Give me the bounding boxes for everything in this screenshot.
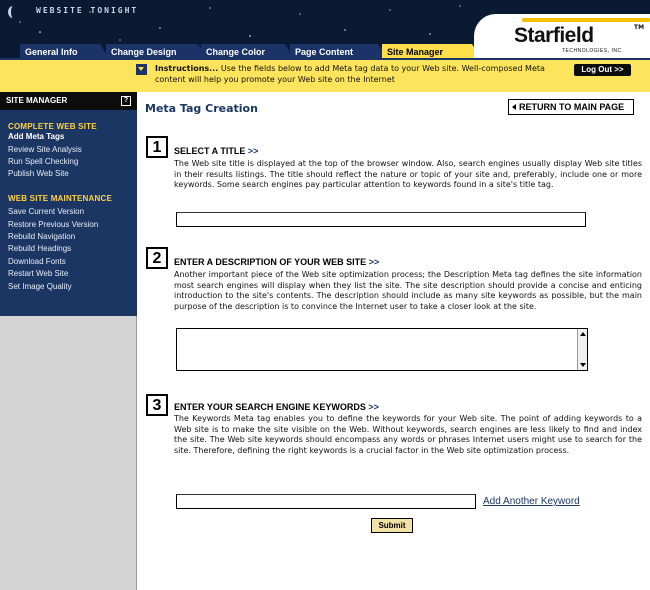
sidebar-item-publish-web-site[interactable]: Publish Web Site: [8, 169, 69, 178]
tab-page-content[interactable]: Page Content: [290, 44, 378, 60]
textarea-scrollbar[interactable]: [577, 329, 587, 370]
sidebar-item-restore-previous-version[interactable]: Restore Previous Version: [8, 220, 99, 229]
step-2-title: [174, 257, 379, 267]
help-icon[interactable]: ?: [121, 96, 131, 106]
sidebar-item-save-current-version[interactable]: Save Current Version: [8, 207, 85, 216]
scroll-down-icon[interactable]: [580, 363, 586, 367]
step-2-title-text: ENTER A DESCRIPTION OF YOUR WEB SITE: [174, 257, 367, 267]
instructions-text: Use the fields below to add Meta tag data to your Web site. Well-composed Meta content will help you promote your Web site on the Internet: [155, 64, 545, 84]
sidebar-section-maintenance: WEB SITE MAINTENANCE: [8, 194, 112, 203]
step-1-title: [174, 146, 258, 156]
brand-swoosh: [522, 18, 650, 22]
step-3-arrow: >>: [368, 402, 379, 412]
sidebar-item-rebuild-headings[interactable]: Rebuild Headings: [8, 244, 72, 253]
step-2-arrow: >>: [368, 257, 380, 267]
site-logo-text: WEBSITE TONIGHT: [36, 6, 139, 15]
sidebar-item-run-spell-checking[interactable]: Run Spell Checking: [8, 157, 79, 166]
sidebar-title: SITE MANAGER: [6, 96, 68, 105]
tab-change-design[interactable]: Change Design: [106, 44, 198, 60]
step-3-title: [174, 402, 379, 412]
add-another-keyword-link[interactable]: Add Another Keyword: [483, 496, 580, 507]
step-3-description: The Keywords Meta tag enables you to define the keywords for your Web site. The point of adding keywords to a Web site is to make the site visible on the Web. Without keywords, search engines are less likely to find and index the site. The Web site keywords should encompass any words or phrases Internet users might use to search for the site. Therefore, defining the right keywords is a crucial factor in the Web site optimization process.: [174, 414, 642, 455]
keyword-input[interactable]: [176, 494, 476, 509]
step-1-title-text: SELECT A TITLE: [174, 146, 246, 156]
collapse-arrow-icon[interactable]: [136, 64, 147, 75]
sidebar-item-restart-web-site[interactable]: Restart Web Site: [8, 269, 69, 278]
brand-name: Starfield: [514, 24, 594, 47]
title-input[interactable]: [176, 212, 586, 227]
sidebar-section-complete: COMPLETE WEB SITE: [8, 122, 97, 131]
tab-general-info[interactable]: General Info: [20, 44, 100, 60]
sidebar: [0, 92, 137, 590]
tab-site-manager[interactable]: Site Manager: [382, 44, 472, 60]
step-1-description: The Web site title is displayed at the top of the browser window. Also, search engines usually display Web site titles in their results listings. The title should reflect the nature or topic of your site and, preferably, include one or more keywords. Some search engines pay particular attention to keywords found in a site's title tag.: [174, 159, 642, 189]
page-title: Meta Tag Creation: [145, 102, 258, 115]
brand-tm: TM: [634, 24, 645, 31]
main-content: [138, 92, 650, 590]
step-3-title-text: ENTER YOUR SEARCH ENGINE KEYWORDS: [174, 402, 366, 412]
sidebar-item-add-meta-tags[interactable]: Add Meta Tags: [8, 132, 65, 141]
sidebar-item-rebuild-navigation[interactable]: Rebuild Navigation: [8, 232, 76, 241]
submit-button[interactable]: Submit: [371, 518, 413, 533]
sidebar-item-set-image-quality[interactable]: Set Image Quality: [8, 282, 72, 291]
sidebar-header: [0, 92, 137, 110]
instructions: [155, 63, 565, 85]
website-tonight-logo: [6, 6, 158, 20]
starfield-brand: [474, 14, 650, 60]
sidebar-item-review-site-analysis[interactable]: Review Site Analysis: [8, 145, 82, 154]
logout-button[interactable]: Log Out >>: [574, 64, 631, 76]
sidebar-item-download-fonts[interactable]: Download Fonts: [8, 257, 66, 266]
scroll-up-icon[interactable]: [580, 332, 586, 336]
step-3-number: 3: [146, 394, 168, 416]
step-2-number: 2: [146, 247, 168, 269]
step-1-number: 1: [146, 136, 168, 158]
tab-change-color[interactable]: Change Color: [201, 44, 285, 60]
step-1-arrow: >>: [247, 146, 259, 156]
instructions-label: Instructions...: [155, 64, 219, 73]
sidebar-menu: [0, 110, 137, 316]
description-textarea[interactable]: [176, 328, 588, 371]
moon-icon: [8, 6, 18, 18]
return-to-main-page-button[interactable]: RETURN TO MAIN PAGE: [508, 99, 634, 115]
brand-subtitle: TECHNOLOGIES, INC.: [562, 48, 624, 54]
step-2-description: Another important piece of the Web site optimization process; the Description Meta tag defines the site information most search engines will display when they list the site. The site description should provide a concise and enticing introduction to the site's contents. The description should include as many site keywords as possible, but the main purpose of the description is to convince the Internet user to take a closer look at the site.: [174, 270, 642, 311]
instruction-bar: [0, 58, 650, 92]
